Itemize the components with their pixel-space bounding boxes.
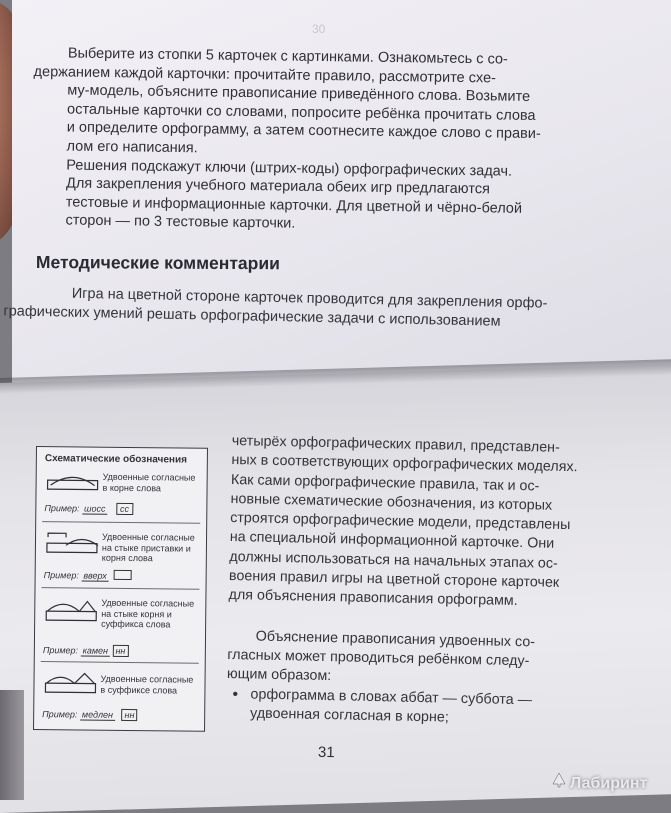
watermark [552,772,647,793]
schematic-legend-box [33,446,208,732]
text-line: для объяснения правописания орфограмм. [228,587,518,610]
legend-example: Пример: камен нн [43,645,129,656]
section-heading: Методические комментарии [35,252,280,274]
text-line: Решения подскажут ключи (штрих-коды) орфографических задач. [66,157,513,180]
root-suffix-double-schema-icon [43,595,99,624]
legend-note: Удвоенные согласные на стыке корня и суффикса слова [101,597,195,630]
legend-divider [42,521,200,524]
text-line: Для закрепления учебного материала обеих игр предлагаются [65,175,490,198]
text-line: четырёх орфографических правил, представлен- [231,432,560,456]
text-line: Объяснение правописания удвоенных со- [255,628,536,651]
watermark-text: Лабиринт [570,775,648,792]
example-word: камен [81,645,111,656]
text-line: строятся орфографические модели, представлены [230,510,571,534]
text-line: Как сами орфографические правила, так и ос- [230,471,540,495]
text-line: новные схематические обозначения, из которых [230,490,553,514]
text-line: на специальной информационной карточке. Они [229,529,555,553]
legend-example: Пример: шосс сс [44,503,133,514]
paragraph-rules [228,432,652,614]
text-line: тестовые и информационные карточки. Для цветной и чёрно-белой [65,194,523,217]
text-line: воения правил игры на цветной стороне карточек [228,568,560,591]
right-column-text [226,432,652,732]
legend-note: Удвоенные согласные в суффиксе слова [100,673,194,695]
example-word: вверх [81,570,109,581]
example-box [113,570,131,580]
top-page-number: 30 [312,22,326,36]
text-line: удвоенная согласная в корне; [249,705,449,726]
legend-note: Удвоенные согласные на стыке приставки и корня слова [101,531,195,564]
tree-icon [552,772,566,793]
legend-example: Пример: вверх [44,569,132,581]
text-line: графических умений решать орфографические задачи с использованием [3,303,501,330]
suffix-double-schema-icon [42,667,98,696]
text-line: и определите орфограмму, а затем соотнесите каждое слово с прави- [66,119,541,143]
example-suffix-box: нн [112,645,128,657]
legend-example: Пример: медлен нн [42,709,137,720]
legend-note: Удвоенные согласные в корне слова [102,471,196,493]
example-word: медлен [80,709,115,720]
text-line: должны использоваться на начальных этапах ос- [229,548,558,572]
text-line: Игра на цветной стороне карточек проводится для закрепления орфо- [71,285,548,312]
text-line: ных в соответствующих орфографических моделях. [231,452,578,476]
bullet-icon: • [232,685,239,703]
example-word: шосс [82,503,108,514]
text-line: сторон — по 3 тестовые карточки. [65,212,296,233]
page-number: 31 [317,743,335,762]
legend-divider [42,587,200,590]
example-suffix-box: сс [116,503,133,515]
prefix-root-double-schema-icon [44,529,100,556]
legend-title: Схематические обозначения [44,453,188,466]
legend-divider [41,661,199,664]
paragraph-consolidation [31,174,592,238]
top-page-body [31,44,594,238]
left-edge-shadow [0,690,24,800]
root-double-schema-icon [45,469,101,492]
text-line: ющим образом: [226,666,332,685]
paragraph-instructions [32,44,594,163]
paragraph-explanation [227,627,648,694]
text-line: орфограмма в словах аббат — суббота — [250,686,533,708]
example-suffix-box: нн [121,709,137,721]
text-line: му-модель, объясните правописание приведённого слова. Возьмите [67,82,531,106]
text-line: остальные карточки со словами, попросите ребёнка прочитать слова [66,101,536,124]
text-line: Выберите из стопки 5 карточек с картинками. Ознакомьтесь с со- [67,45,508,68]
text-line: гласных может проводиться ребёнком следу- [227,646,530,670]
text-line: лом его написания. [66,138,198,157]
text-line: держанием каждой карточки: прочитайте правило, рассмотрите схе- [33,63,497,87]
